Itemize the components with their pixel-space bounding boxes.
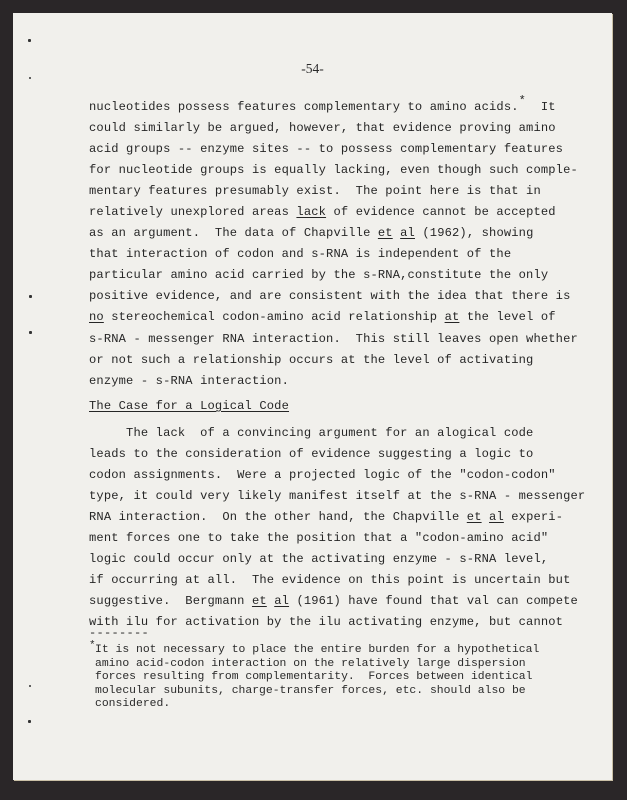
text-line bbox=[89, 329, 589, 350]
margin-speck bbox=[29, 295, 32, 298]
text-run: the level of bbox=[459, 310, 556, 325]
text-line bbox=[89, 265, 589, 286]
margin-speck bbox=[29, 685, 31, 687]
text-line bbox=[89, 612, 585, 633]
text-run: acid groups -- enzyme sites -- to possess complementary features bbox=[89, 142, 564, 157]
text-line bbox=[89, 118, 589, 139]
underlined-text: at bbox=[444, 310, 460, 325]
footnote-line: amino acid-codon interaction on the relatively large dispersion bbox=[95, 657, 526, 670]
text-run: for nucleotide groups is equally lacking, even though such comple- bbox=[89, 163, 578, 178]
text-line bbox=[89, 181, 589, 202]
footnote-line: It is not necessary to place the entire burden for a hypothetical bbox=[95, 644, 540, 656]
text-line bbox=[89, 570, 585, 591]
text-run: as an argument. The data of Chapville bbox=[89, 226, 378, 241]
text-run: experi- bbox=[503, 510, 564, 525]
margin-speck bbox=[28, 39, 31, 42]
text-run: enzyme - s-RNA interaction. bbox=[89, 373, 290, 388]
margin-speck bbox=[28, 720, 31, 723]
section-heading: The Case for a Logical Code bbox=[89, 399, 290, 413]
text-line bbox=[89, 465, 585, 486]
text-line bbox=[89, 160, 589, 181]
margin-speck bbox=[29, 331, 32, 334]
text-line bbox=[89, 223, 589, 244]
text-run: or not such a relationship occurs at the level of activating bbox=[89, 352, 534, 367]
footnote-line: molecular subunits, charge-transfer forces, etc. should also be bbox=[95, 684, 526, 697]
text-line bbox=[89, 507, 585, 528]
paragraph-1 bbox=[89, 94, 589, 392]
text-run: positive evidence, and are consistent with the idea that there is bbox=[89, 289, 571, 304]
text-run: type, it could very likely manifest itself at the s-RNA - messenger bbox=[89, 489, 586, 504]
footnote-separator: -------- bbox=[89, 626, 150, 640]
underlined-text: et bbox=[251, 594, 267, 609]
text-run: The lack of a convincing argument for an alogical code bbox=[89, 426, 534, 440]
margin-speck bbox=[29, 77, 31, 79]
text-line bbox=[89, 444, 585, 465]
underlined-text: al bbox=[274, 594, 290, 609]
text-run: s-RNA - messenger RNA interaction. This still leaves open whether bbox=[89, 331, 578, 346]
text-run: RNA interaction. On the other hand, the Chapville bbox=[89, 510, 467, 525]
text-line bbox=[89, 307, 589, 328]
text-run: stereochemical codon-amino acid relationship bbox=[103, 310, 445, 325]
footnote-marker: * bbox=[89, 640, 96, 652]
footnote-text bbox=[95, 644, 539, 712]
text-run: could similarly be argued, however, that evidence proving amino bbox=[89, 121, 556, 136]
page-number: -54- bbox=[301, 61, 324, 76]
text-line bbox=[89, 371, 589, 392]
text-run: with ilu for activation by the ilu activating enzyme, but cannot bbox=[89, 615, 564, 630]
underlined-text: et bbox=[377, 226, 393, 241]
text-line bbox=[89, 350, 589, 371]
text-line bbox=[89, 286, 589, 307]
text-run: mentary features presumably exist. The point here is that in bbox=[89, 184, 541, 199]
text-run: that interaction of codon and s-RNA is independent of the bbox=[89, 247, 512, 262]
text-line bbox=[89, 244, 589, 265]
text-run bbox=[482, 510, 489, 524]
text-run: ment forces one to take the position that a "codon-amino acid" bbox=[89, 531, 549, 546]
text-run: codon assignments. Were a projected logic of the "codon-codon" bbox=[89, 468, 556, 483]
underlined-text: lack bbox=[296, 205, 327, 220]
footnote-reference: * bbox=[518, 94, 526, 108]
underlined-text: no bbox=[89, 310, 104, 325]
text-line bbox=[89, 202, 589, 223]
underlined-text: et bbox=[466, 510, 482, 525]
text-run: nucleotides possess features complementary to amino acids. bbox=[89, 100, 519, 114]
text-line bbox=[89, 94, 589, 118]
text-run: leads to the consideration of evidence suggesting a logic to bbox=[89, 447, 534, 462]
text-run: (1961) have found that val can compete bbox=[289, 594, 578, 609]
text-run: if occurring at all. The evidence on this point is uncertain but bbox=[89, 573, 571, 588]
document-page bbox=[13, 13, 612, 780]
text-run: It bbox=[526, 100, 556, 114]
text-run: relatively unexplored areas bbox=[89, 205, 297, 220]
text-line bbox=[89, 591, 585, 612]
footnote-line: forces resulting from complementarity. Forces between identical bbox=[95, 671, 533, 684]
paragraph-2 bbox=[89, 423, 585, 633]
footnote-line: considered. bbox=[95, 698, 171, 711]
footnote bbox=[89, 640, 540, 711]
text-line bbox=[89, 423, 585, 444]
text-run: logic could occur only at the activating enzyme - s-RNA level, bbox=[89, 552, 549, 567]
text-run: particular amino acid carried by the s-RNA,constitute the only bbox=[89, 268, 549, 283]
underlined-text: al bbox=[489, 510, 504, 525]
underlined-text: al bbox=[400, 226, 415, 241]
text-line bbox=[89, 139, 589, 160]
text-run: of evidence cannot be accepted bbox=[326, 205, 556, 220]
text-line bbox=[89, 528, 585, 549]
text-run: suggestive. Bergmann bbox=[89, 594, 252, 609]
text-line bbox=[89, 486, 585, 507]
text-run: (1962), showing bbox=[414, 226, 534, 241]
text-line bbox=[89, 549, 585, 570]
